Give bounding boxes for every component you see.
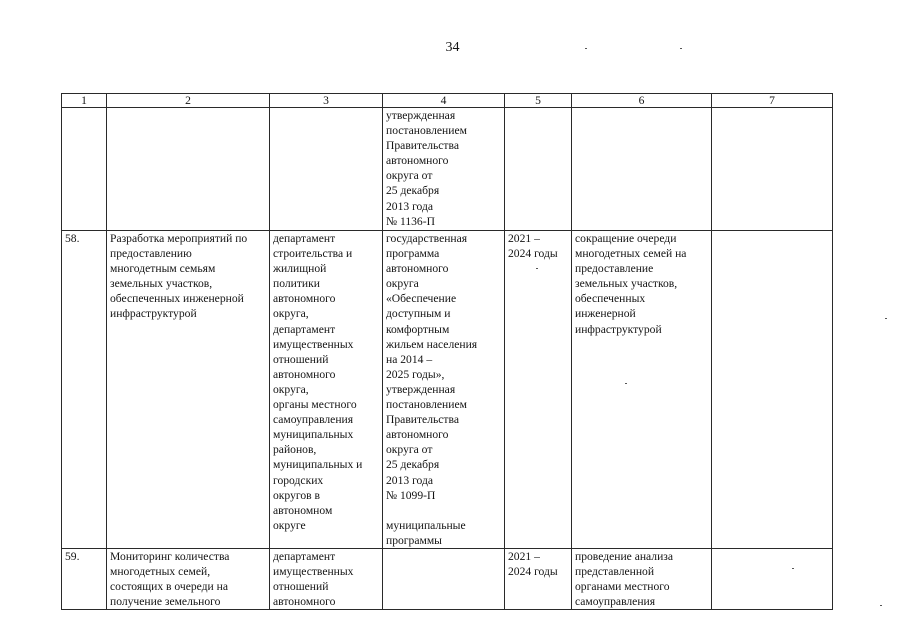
scan-speck [880, 605, 882, 606]
scan-speck [680, 48, 682, 49]
page-number: 34 [445, 40, 460, 55]
period-cell: 2021 – 2024 годы [505, 231, 572, 549]
measure-cell: Мониторинг количества многодетных семей, состоящих в очереди на получение земельного [107, 548, 270, 609]
basis-cell: утвержденная постановлением Правительства автономного округа от 25 декабря 2013 года № 1136-П [383, 108, 505, 231]
executors-cell: департамент имущественных отношений автономного [270, 548, 383, 609]
measure-cell [107, 108, 270, 231]
row-number [62, 108, 107, 231]
scan-speck [625, 383, 627, 384]
header-row [62, 94, 833, 108]
executors-cell: департамент строительства и жилищной политики автономного округа, департамент имущественных отношений автономного округа, органы местного самоуправления муниципальных районов, муниципальных и городских округов в автономном округе [270, 231, 383, 549]
column-header-1: 1 [62, 94, 107, 108]
note-cell [712, 231, 833, 549]
column-header-2: 2 [107, 94, 270, 108]
column-header-6: 6 [572, 94, 712, 108]
result-cell: проведение анализа представленной органами местного самоуправления [572, 548, 712, 609]
basis-cell: государственная программа автономного округа «Обеспечение доступным и комфортным жильем населения на 2014 – 2025 годы», утвержденная постановлением Правительства автономного округа от 25 декабря 2013 года № 1099-П муниципальные программы [383, 231, 505, 549]
result-cell: сокращение очереди многодетных семей на предоставление земельных участков, обеспеченных инженерной инфраструктурой [572, 231, 712, 549]
column-header-5: 5 [505, 94, 572, 108]
scan-speck [885, 318, 887, 319]
period-cell: 2021 – 2024 годы [505, 548, 572, 609]
column-header-3: 3 [270, 94, 383, 108]
column-header-7: 7 [712, 94, 833, 108]
table-row-58 [62, 231, 833, 549]
executors-cell [270, 108, 383, 231]
scan-speck [536, 268, 538, 269]
row-number: 59. [62, 548, 107, 609]
note-cell [712, 108, 833, 231]
scan-speck [792, 568, 794, 569]
column-header-4: 4 [383, 94, 505, 108]
scan-speck [585, 48, 587, 49]
period-cell [505, 108, 572, 231]
table-row-continuation [62, 108, 833, 231]
measure-cell: Разработка мероприятий по предоставлению многодетным семьям земельных участков, обеспеченных инженерной инфраструктурой [107, 231, 270, 549]
measures-table [61, 93, 833, 610]
basis-cell [383, 548, 505, 609]
row-number: 58. [62, 231, 107, 549]
result-cell [572, 108, 712, 231]
table-row-59 [62, 548, 833, 609]
note-cell [712, 548, 833, 609]
